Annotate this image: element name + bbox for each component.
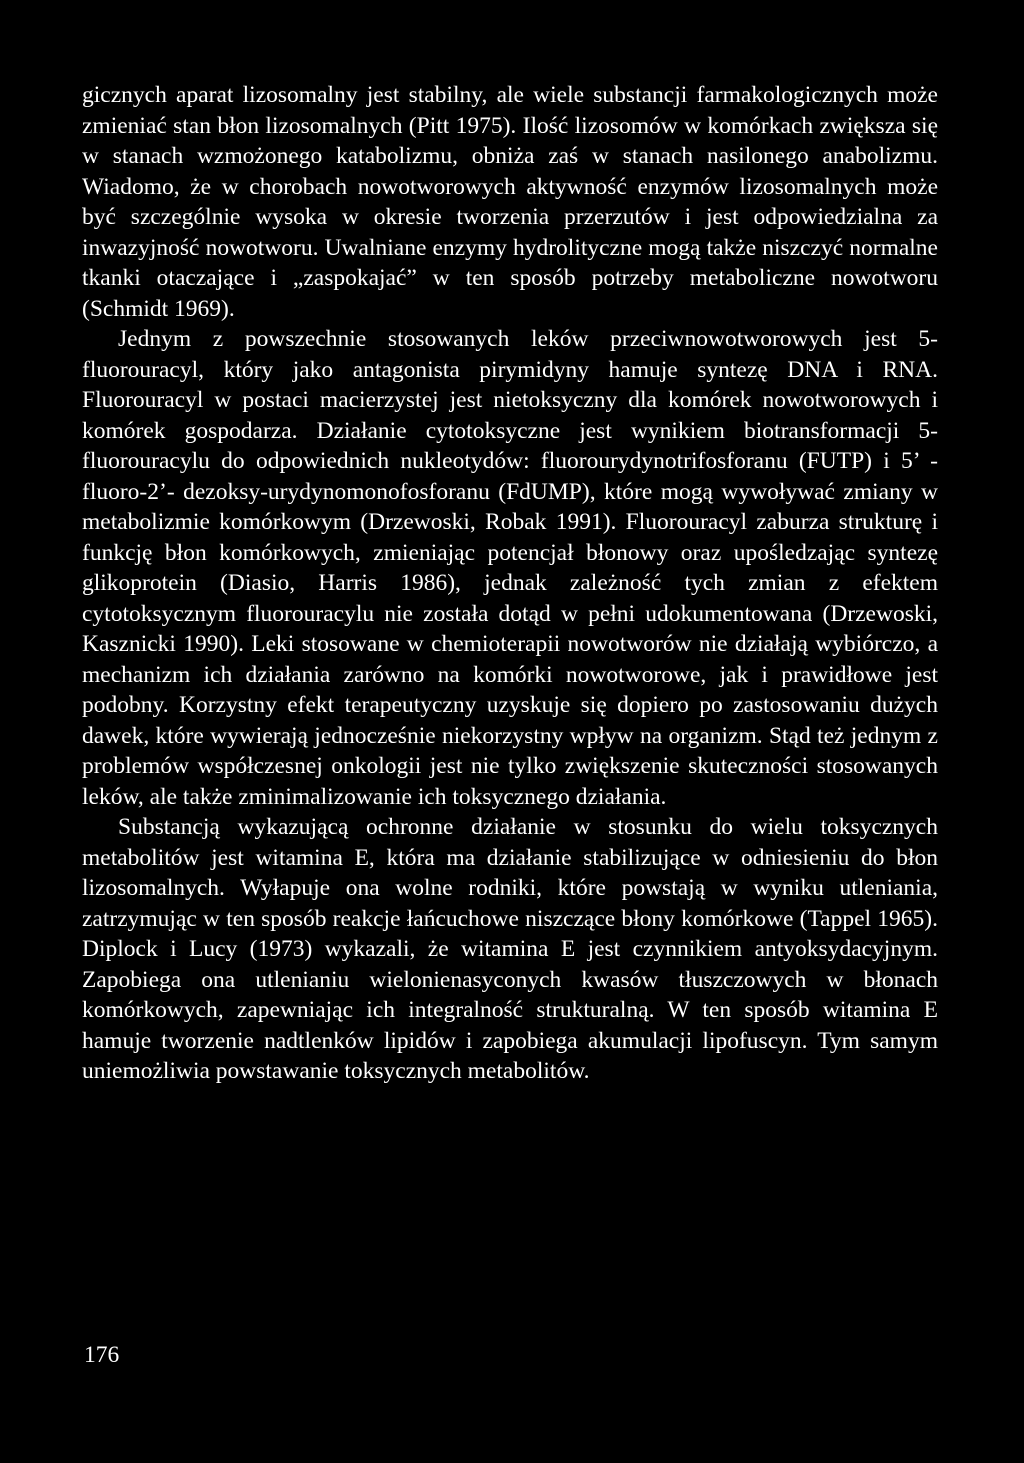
page-number: 176 (84, 1342, 120, 1368)
paragraph-fluorouracil: Jednym z powszechnie stosowanych leków przeciwnowotworowych jest 5-fluorouracyl, który jako antagonista pirymidyny hamuje syntezę DNA i RNA. Fluorouracyl w postaci macierzystej jest nietoksyczny dla komórek nowotworowych i komórek gospodarza. Działanie cytotoksyczne jest wynikiem biotransformacji 5-fluorouracylu do odpowiednich nukleotydów: fluorourydynotrifosforanu (FUTP) i 5’ -fluoro-2’- dezoksy-urydynomonofosforanu (FdUMP), które mogą wywoływać zmiany w metabolizmie komórkowym (Drzewoski, Robak 1991). Fluorouracyl zaburza strukturę i funkcję błon komórkowych, zmieniając potencjał błonowy oraz upośledzając syntezę glikoprotein (Diasio, Harris 1986), jednak zależność tych zmian z efektem cytotoksycznym fluorouracylu nie została dotąd w pełni udokumentowana (Drzewoski, Kasznicki 1990). Leki stosowane w chemioterapii nowotworów nie działają wybiórczo, a mechanizm ich działania zarówno na komórki nowotworowe, jak i prawidłowe jest podobny. Korzystny efekt terapeutyczny uzyskuje się dopiero po zastosowaniu dużych dawek, które wywierają jednocześnie niekorzystny wpływ na organizm. Stąd też jednym z problemów współczesnej onkologii jest nie tylko zwiększenie skuteczności stosowanych leków, ale także zminimalizowanie ich toksycznego działania. (82, 326, 938, 810)
document-body (82, 80, 938, 1087)
paragraph-lysosomal-enzymes: gicznych aparat lizosomalny jest stabilny, ale wiele substancji farmakologicznych może zmieniać stan błon lizosomalnych (Pitt 1975). Ilość lizosomów w komórkach zwiększa się w stanach wzmożonego katabolizmu, obniża zaś w stanach nasilonego anabolizmu. Wiadomo, że w chorobach nowotworowych aktywność enzymów lizosomalnych może być szczególnie wysoka w okresie tworzenia przerzutów i jest odpowiedzialna za inwazyjność nowotworu. Uwalniane enzymy hydrolityczne mogą także niszczyć normalne tkanki otaczające i „zaspokajać” w ten sposób potrzeby metaboliczne nowotworu (Schmidt 1969). (82, 82, 938, 322)
paragraph-vitamin-e: Substancją wykazującą ochronne działanie w stosunku do wielu toksycznych metabolitów jest witamina E, która ma działanie stabilizujące w odniesieniu do błon lizosomalnych. Wyłapuje ona wolne rodniki, które powstają w wyniku utleniania, zatrzymując w ten sposób reakcje łańcuchowe niszczące błony komórkowe (Tappel 1965). Diplock i Lucy (1973) wykazali, że witamina E jest czynnikiem antyoksydacyjnym. Zapobiega ona utlenianiu wielonienasyconych kwasów tłuszczowych w błonach komórkowych, zapewniając ich integralność strukturalną. W ten sposób witamina E hamuje tworzenie nadtlenków lipidów i zapobiega akumulacji lipofuscyn. Tym samym uniemożliwia powstawanie toksycznych metabolitów. (82, 814, 938, 1084)
